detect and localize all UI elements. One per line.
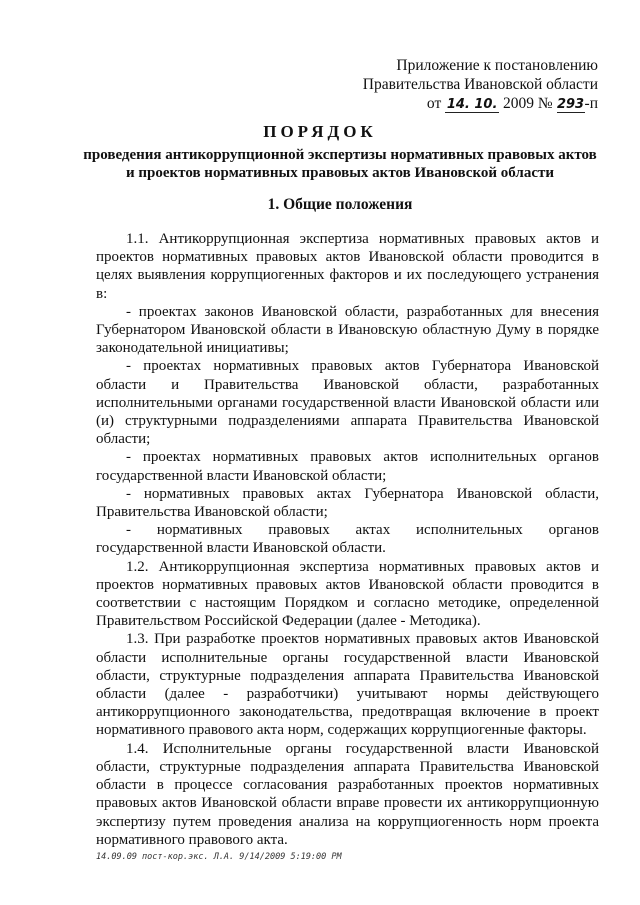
appendix-line-3 (298, 94, 598, 113)
document-title: ПОРЯДОК (263, 122, 377, 141)
appendix-prefix: от (426, 95, 442, 112)
appendix-year: 2009 № (502, 95, 553, 112)
list-item: - нормативных правовых актах Губернатора Ивановской области, Правительства Ивановской области; (96, 485, 599, 521)
paragraph-1-1: 1.1. Антикоррупционная экспертиза нормативных правовых актов и проектов нормативных правовых актов Ивановской области проводится в целях выявления коррупциогенных факторов и их последующего устранения в: (96, 231, 599, 302)
list-item: - проектах законов Ивановской области, разработанных для внесения Губернатором Ивановской области в Ивановскую областную Думу в порядке законодательной инициативы; (96, 303, 599, 357)
section-heading: 1. Общие положения (267, 196, 413, 213)
document-body (96, 230, 599, 849)
list-item: - проектах нормативных правовых актов исполнительных органов государственной власти Ивановской области; (96, 449, 599, 484)
handwritten-number: 293 (556, 97, 585, 112)
appendix-line-2: Правительства Ивановской области (362, 76, 598, 93)
appendix-suffix: -п (584, 95, 598, 112)
appendix-block (298, 56, 598, 113)
paragraph-1-4: 1.4. Исполнительные органы государственной власти Ивановской области, структурные подразделения аппарата Правительства Ивановской области в процессе согласования разработанных проектов нормативных правовых актов Ивановской области вправе провести их антикоррупционную экспертизу путем проведения анализа на коррупциогенность норм проекта нормативного правового акта. (96, 740, 599, 848)
list-item: - проектах нормативных правовых актов Губернатора Ивановской области и Правительства Ивановской области, разработанных исполнительными органами государственной власти Ивановской области или (и) структурными подразделениями аппарата Правительства Ивановской области; (96, 358, 599, 448)
document-subtitle: проведения антикоррупционной экспертизы нормативных правовых актов и проектов нормативных правовых актов Ивановской области (83, 147, 597, 181)
paragraph-1-3: 1.3. При разработке проектов нормативных правовых актов Ивановской области исполнительные органы государственной власти Ивановской области, структурные подразделения аппарата Правительства Ивановской области (далее - разработчики) учитывают нормы действующего антикоррупционного законодательства, предотвращая включение в проект нормативного правового акта норм, содержащих коррупциогенные факторы. (96, 631, 599, 739)
footer-stamp: 14.09.09 пост-кор.экс. Л.А. 9/14/2009 5:19:00 PM (96, 852, 342, 862)
list-item: - нормативных правовых актах исполнительных органов государственной власти Ивановской области. (96, 522, 599, 557)
appendix-line-1: Приложение к постановлению (396, 57, 598, 74)
handwritten-date: 14. 10. (446, 97, 498, 112)
paragraph-1-2: 1.2. Антикоррупционная экспертиза нормативных правовых актов и проектов нормативных правовых актов Ивановской области проводится в соответствии с настоящим Порядком и согласно методике, определенной Правительством Российской Федерации (далее - Методика). (96, 558, 599, 630)
